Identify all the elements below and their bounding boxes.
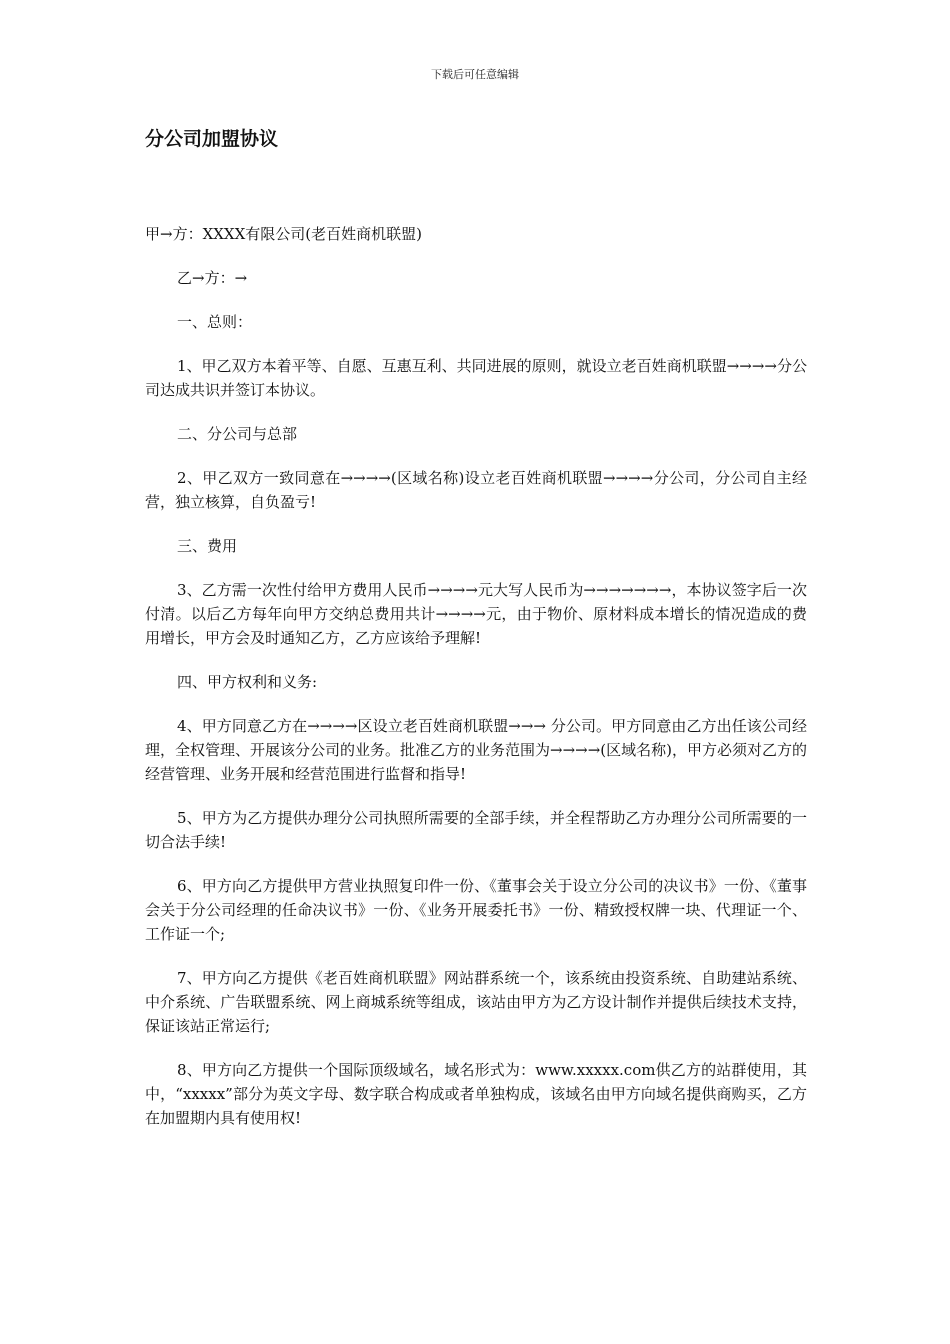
section-heading-branch: 二、分公司与总部: [177, 425, 298, 443]
clause-5: 5、甲方为乙方提供办理分公司执照所需要的全部手续，并全程帮助乙方办理分公司所需要的一切合法手续!: [145, 809, 807, 851]
document-title: 分公司加盟协议: [145, 128, 279, 150]
clause-6: 6、甲方向乙方提供甲方营业执照复印件一份、《董事会关于设立分公司的决议书》一份、《董事会关于分公司经理的任命决议书》一份、《业务开展委托书》一份、精致授权牌一块、代理证一个、工作证一个;: [145, 877, 807, 943]
clause-1: 1、甲乙双方本着平等、自愿、互惠互利、共同进展的原则，就设立老百姓商机联盟→→→→分公司达成共识并签订本协议。: [145, 357, 807, 399]
clause-3: 3、乙方需一次性付给甲方费用人民币→→→→元大写人民币为→→→→→→→，本协议签字后一次付清。以后乙方每年向甲方交纳总费用共计→→→→元，由于物价、原材料成本增长的情况造成的费用增长，甲方会及时通知乙方，乙方应该给予理解!: [145, 581, 807, 647]
clause-8: 8、甲方向乙方提供一个国际顶级域名，域名形式为：www.xxxxx.com供乙方的站群使用，其中，“xxxxx”部分为英文字母、数字联合构成或者单独构成，该域名由甲方向域名提供商购买，乙方在加盟期内具有使用权!: [145, 1061, 807, 1127]
clause-4: 4、甲方同意乙方在→→→→区设立老百姓商机联盟→→→ 分公司。甲方同意由乙方出任该公司经理，全权管理、开展该分公司的业务。批准乙方的业务范围为→→→→(区域名称)，甲方必须对乙方的经营管理、业务开展和经营范围进行监督和指导!: [145, 717, 807, 783]
clause-2: 2、甲乙双方一致同意在→→→→(区域名称)设立老百姓商机联盟→→→→分公司，分公司自主经营，独立核算，自负盈亏!: [145, 469, 807, 511]
section-heading-rights: 四、甲方权利和义务:: [177, 673, 318, 691]
document-body: [145, 222, 807, 1150]
header-note: 下载后可任意编辑: [431, 68, 519, 81]
section-heading-general: 一、总则：: [177, 313, 253, 331]
section-heading-fees: 三、费用: [177, 537, 238, 555]
party-a-line: 甲→方：XXXX有限公司(老百姓商机联盟): [145, 225, 422, 243]
party-b-line: 乙→方：→: [177, 269, 248, 287]
clause-7: 7、甲方向乙方提供《老百姓商机联盟》网站群系统一个，该系统由投资系统、自助建站系统、中介系统、广告联盟系统、网上商城系统等组成，该站由甲方为乙方设计制作并提供后续技术支持，保证该站正常运行;: [145, 969, 807, 1035]
